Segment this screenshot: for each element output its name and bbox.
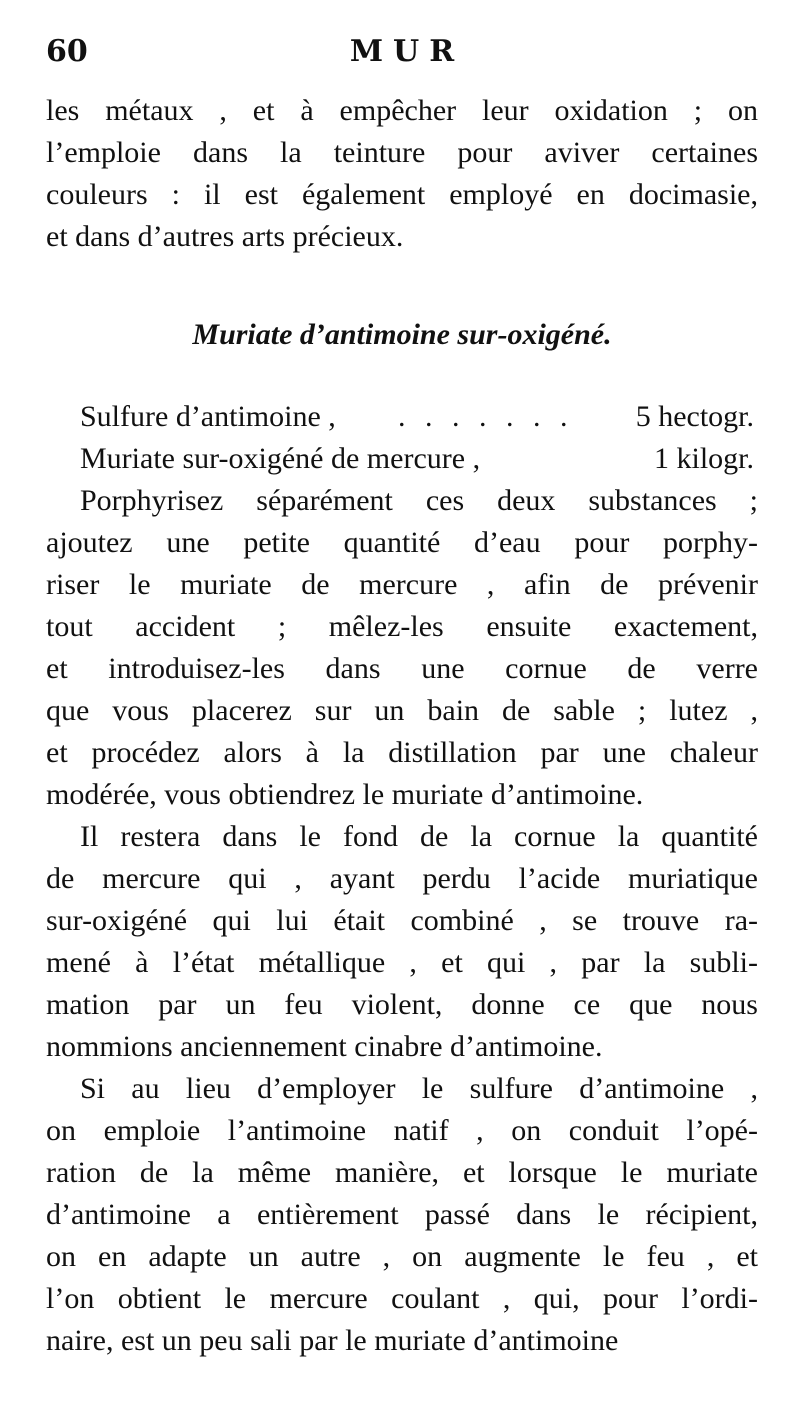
text-line: et dans d’autres arts précieux. bbox=[46, 220, 404, 253]
text-line: naire, est un peu sali par le muriate d’antimoine bbox=[46, 1324, 619, 1357]
page-header bbox=[46, 34, 758, 90]
text-line: et introduisez-les dans une cornue de verre bbox=[46, 652, 758, 685]
text-line: mené à l’état métallique , et qui , par la subli- bbox=[46, 946, 758, 979]
book-page bbox=[46, 34, 758, 1362]
text-line: riser le muriate de mercure , afin de prévenir bbox=[46, 568, 758, 601]
text-line: Il restera dans le fond de la cornue la quantité bbox=[80, 820, 758, 853]
recipe-quantity: 5 hectogr. bbox=[635, 400, 754, 433]
paragraph-native-antimony bbox=[46, 1068, 758, 1362]
recipe-list bbox=[46, 396, 758, 480]
intro-paragraph bbox=[46, 90, 758, 258]
text-line: Si au lieu d’employer le sulfure d’antimoine , bbox=[80, 1072, 758, 1105]
text-line: sur-oxigéné qui lui était combiné , se trouve ra- bbox=[46, 904, 758, 937]
recipe-ingredient: Muriate sur-oxigéné de mercure , bbox=[80, 442, 481, 475]
text-line: les métaux , et à empêcher leur oxidation ; on bbox=[46, 94, 758, 127]
text-line: nommions anciennement cinabre d’antimoine. bbox=[46, 1030, 603, 1063]
page-number: 60 bbox=[46, 34, 88, 69]
paragraph-residue bbox=[46, 816, 758, 1068]
recipe-leader-dots: . . . . . . . bbox=[397, 400, 574, 433]
text-line: tout accident ; mêlez-les ensuite exactement, bbox=[46, 610, 758, 643]
text-line: d’antimoine a entièrement passé dans le récipient, bbox=[46, 1198, 758, 1231]
text-line: ajoutez une petite quantité d’eau pour porphy- bbox=[46, 526, 758, 559]
running-title: MUR bbox=[349, 34, 465, 69]
recipe-item bbox=[46, 438, 758, 480]
text-line: ration de la même manière, et lorsque le muriate bbox=[46, 1156, 758, 1189]
text-line: de mercure qui , ayant perdu l’acide muriatique bbox=[46, 862, 758, 895]
text-line: on en adapte un autre , on augmente le feu , et bbox=[46, 1240, 758, 1273]
text-line: couleurs : il est également employé en docimasie, bbox=[46, 178, 758, 211]
section-heading: Muriate d’antimoine sur-oxigéné. bbox=[192, 318, 612, 351]
text-line: modérée, vous obtiendrez le muriate d’antimoine. bbox=[46, 778, 644, 811]
recipe-ingredient: Sulfure d’antimoine , bbox=[80, 400, 336, 433]
text-line: Porphyrisez séparément ces deux substances ; bbox=[80, 484, 758, 517]
recipe-quantity: 1 kilogr. bbox=[653, 442, 754, 475]
text-line: l’emploie dans la teinture pour aviver certaines bbox=[46, 136, 758, 169]
text-line: on emploie l’antimoine natif , on conduit l’opé- bbox=[46, 1114, 758, 1147]
recipe-item bbox=[46, 396, 758, 438]
text-line: mation par un feu violent, donne ce que nous bbox=[46, 988, 758, 1021]
text-line: et procédez alors à la distillation par une chaleur bbox=[46, 736, 758, 769]
paragraph-instructions bbox=[46, 480, 758, 816]
text-line: que vous placerez sur un bain de sable ; lutez , bbox=[46, 694, 758, 727]
text-line: l’on obtient le mercure coulant , qui, pour l’ordi- bbox=[46, 1282, 758, 1315]
